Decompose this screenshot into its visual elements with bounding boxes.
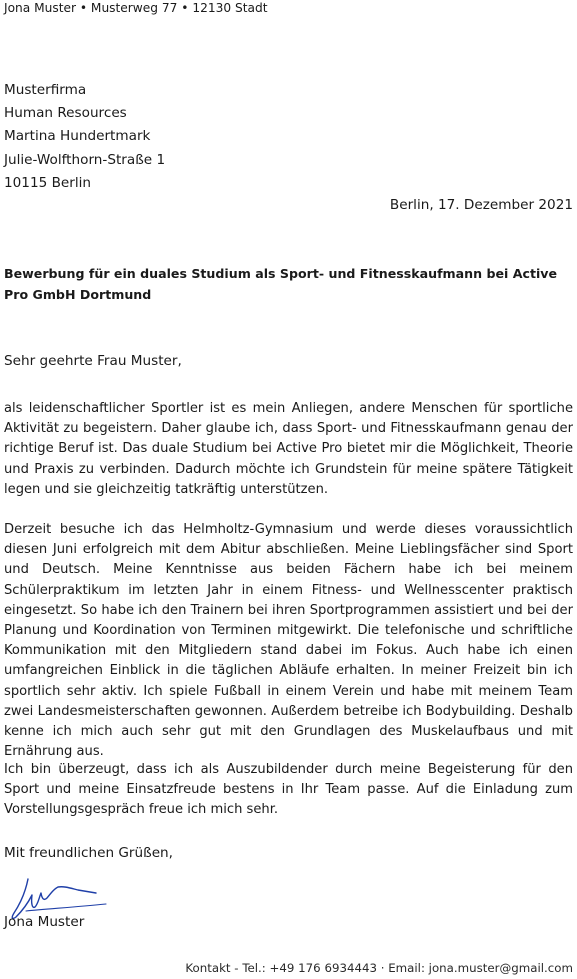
sender-address-line: Jona Muster • Musterweg 77 • 12130 Stadt [4, 1, 268, 15]
letter-subject: Bewerbung für ein duales Studium als Sport- und Fitnesskaufmann bei Active Pro GmbH Dortmund [4, 266, 558, 302]
body-paragraph-2: Derzeit besuche ich das Helmholtz-Gymnasium und werde dieses voraussichtlich diesen Juni erfolgreich mit dem Abitur abschließen. Meine Lieblingsfächer sind Sport und Deutsch. Meine Kenntnisse aus beiden Fächern habe ich bei meinem Schülerpraktikum im letzten Jahr in einem Fitness- und Wellnesscenter praktisch eingesetzt. So habe ich den Trainern bei ihren Sportprogrammen assistiert und bei der Planung und Koordination von Terminen mitgewirkt. Die telefonische und schriftliche Kommunikation mit den Mitgliedern stand dabei im Fokus. Auch habe ich einen umfangreichen Einblick in die täglichen Abläufe erhalten. In meiner Freizeit bin ich sportlich sehr aktiv. Ich spiele Fußball in einem Verein und habe mit meinem Team zwei Landesmeisterschaften gewonnen. Außerdem betreibe ich Bodybuilding. Deshalb kenne ich mich auch sehr gut mit den Grundlagen des Muskelaufbaus und mit Ernährung aus. [4, 522, 573, 760]
letter-salutation: Sehr geehrte Frau Muster, [4, 353, 182, 369]
recipient-city: 10115 Berlin [4, 174, 92, 191]
signer-name: Jona Muster [4, 914, 85, 930]
recipient-department: Human Resources [4, 105, 127, 122]
recipient-address-block [4, 79, 165, 195]
recipient-street: Julie-Wolfthorn-Straße 1 [4, 151, 166, 168]
body-paragraph-3: Ich bin überzeugt, dass ich als Auszubildender durch meine Begeisterung für den Sport und meine Einsatzfreude bestens in Ihr Team passe. Auf die Einladung zum Vorstellungsgespräch freue ich mich sehr. [4, 762, 573, 818]
body-paragraph-1: als leidenschaftlicher Sportler ist es mein Anliegen, andere Menschen für sportliche Aktivität zu begeistern. Daher glaube ich, dass Sport- und Fitnesskaufmann genau der richtige Beruf ist. Das duale Studium bei Active Pro bietet mir die Möglichkeit, Theorie und Praxis zu verbinden. Dadurch möchte ich Grundstein für meine spätere Tätigkeit legen und sie gleichzeitig tatkräftig unterstützen. [4, 401, 573, 497]
letter-date: Berlin, 17. Dezember 2021 [389, 197, 573, 213]
letter-closing: Mit freundlichen Grüßen, [4, 845, 173, 861]
recipient-contact: Martina Hundertmark [4, 128, 151, 145]
recipient-company: Musterfirma [4, 82, 87, 98]
contact-footer: Kontakt - Tel.: +49 176 6934443 · Email: jona.muster@gmail.com [185, 961, 573, 975]
